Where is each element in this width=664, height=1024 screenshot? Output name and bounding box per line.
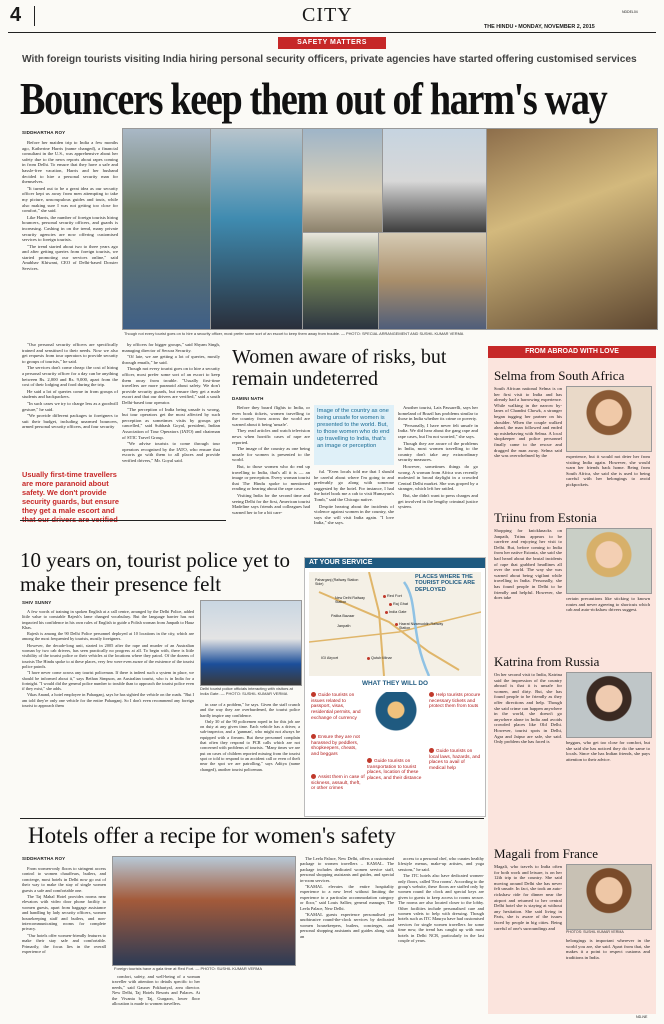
- police-top-rule: [20, 520, 226, 521]
- lead-photo-couple: [382, 128, 488, 234]
- police-paragraph: in case of a problem," he says. Given the staff crunch and the way they are overburdened, the tourist police hardly inspire any confidence.: [200, 702, 300, 718]
- hotels-column-3: [398, 856, 484, 1014]
- hotels-photo-red-fort: [112, 856, 296, 966]
- help-illustration: [367, 692, 425, 752]
- map-place-label: Red Fort: [387, 594, 402, 598]
- kicker-label: SAFETY MATTERS: [278, 37, 386, 49]
- masthead-divider: [34, 6, 35, 26]
- women-paragraph: "Personally, I have never felt unsafe in India. We did hear about the gang rape and rape cases, but I'm not worried," she says.: [398, 422, 478, 439]
- help-item-text: Ensure they are not harassed by peddlers, shopkeepers, cheats, and beggars: [311, 734, 360, 758]
- sidebar-story-text: Shopping for knickknacks on Janpath, Triinu appears to be carefree and enjoying her visit to Delhi. But, before coming to India from her native Estonia, she said she had heard about the brutal incidents of rape that grabbed headlines all over the world. The way she was warned about being vigilant while travelling in India. Personally, she has found people in Delhi to be friendly and helpful. However, she does take: [494, 528, 562, 601]
- lead-paragraph: Like Harris, the number of foreign tourists hiring bouncers, personal security officers, and guards is increasing. Cashing in on the trend, many private security agencies are now offering customised services to foreign tourists.: [22, 214, 118, 243]
- lead-paragraph: He said a lot of queries come in from groups of students and backpackers.: [22, 388, 118, 400]
- hotels-paragraph: The ITC hotels also have dedicated women-only floors, called 'Eva rooms'. According to the group's website, these floors are staffed only by women round the clock and special keys are given to guests to keep access to rooms secure. The rooms are also located closer to the lobby. Other facilities include personalised care and women valets to help with dressing. Though hotels such as ITC Maurya have had customised services for single women travellers for some time now, the trend has caught up with most hotels in Delhi NCR, particularly in the last couple of years.: [398, 873, 484, 944]
- hotels-headline: Hotels offer a recipe for women's safety: [28, 823, 396, 848]
- lead-paragraph: "Our personal security officers are specifically trained and sensitised to their needs. Now we also get requests from tour operators to provide security to groups of tourists," he said.: [22, 342, 118, 364]
- map-place-label: IGI Airport: [321, 656, 339, 660]
- lead-column-2: [22, 342, 118, 462]
- lead-photo-family: [302, 232, 380, 330]
- help-item-text: Guide tourists on issues related to passport, visas, residential permits, and exchange of currency: [311, 692, 361, 721]
- women-paragraph: The image of the country as one being unsafe for women is presented to the world.: [232, 446, 310, 463]
- sidebar-story-title: Triinu from Estonia: [494, 510, 597, 525]
- sidebar-story-text: South African national Selma is on her first visit to India and has already had a harrowing experience. While walking in the narrow by-lanes of Chandni Chowk, a stranger began tugging her partner on his shoulder. When the couple walked ahead, the man followed and ended up misbehaving with Selma. A local shopkeeper and police personnel finally came to the rescue and dragged the man away. Selma said she was overwhelmed by the: [494, 386, 562, 459]
- lead-pullquote: Usually first-time travellers are more paranoid about safety. We don't provide security guards, but ensure they get a male escort and that our drivers are verified: [22, 470, 119, 524]
- hotels-paragraph: The Leela Palace, New Delhi, offers a customised package to women travellers – KAMAL. The package includes dedicated women service staff, personal shopping assistants and guides, and special in-room services.: [300, 856, 394, 883]
- women-column-2: [314, 469, 394, 555]
- help-item: [429, 692, 481, 710]
- police-paragraph: Rajesh is among the 90 Delhi Police personnel deployed at 10 locations in the city, which are among the most frequented by tourists, mostly foreigners.: [22, 631, 194, 642]
- sidebar-story-text: beggars, who get too close for comfort, but she said she has noticed they do the same to locals. Since she has Indian friends, she pays attention to their advice.: [566, 740, 650, 762]
- bullet-icon: [311, 692, 316, 697]
- lead-headline: Bouncers keep them out of harm's way: [20, 73, 607, 124]
- bullet-icon: [311, 774, 316, 779]
- hotels-column-1: [22, 866, 106, 1014]
- police-headline: 10 years on, tourist police yet to make their presence felt: [20, 548, 291, 596]
- police-photo-india-gate: [200, 600, 302, 686]
- map-box-title: AT YOUR SERVICE: [305, 558, 485, 568]
- map-place-label: Hazrat Nizamuddin Railway Station: [399, 622, 444, 630]
- women-paragraph: Though they are aware of the problems in India, most women travelling to the country don't take any extraordinary security measures.: [398, 440, 478, 463]
- women-byline: DAMINI NATH: [232, 396, 264, 401]
- hotels-paragraph: "KAMAL elevates the entire hospitality experience to a new level without limiting the experience to a particular accommodation category or floor," said Louis Sallier, general manager, The Leela Palace, New Delhi.: [300, 884, 394, 911]
- map-pin-icon: [395, 623, 398, 626]
- women-paragraph: Another tourist, Lais Passarelli, says her homeland of Brazil has problems similar to those in India whether its crime or poverty.: [398, 405, 478, 422]
- sidebar-story-text: experience, but it would not deter her from visiting India again. However, she would warn her friends back home. Being from South Africa, she said she is used to being careful with her belongings to avoid pickpockets.: [566, 454, 650, 487]
- women-column-1: [232, 405, 310, 555]
- map-place-label: Janpath: [337, 624, 351, 628]
- police-paragraph: Only 30 of the 90 policemen roped in for this job are on duty at any given time. Each vehicle has a driver, a sub-inspector, and a 'gunman', who might not always be equipped with a firearm. But these personnel complain that often they respond to PCR calls which are not concerned with problems of tourists. "Many times we are put on cases of children reported missing from the tourist spot or told to respond to an accident call or even of theft near the spot we are patrolling," says Aditya (name changed), another tourist policeman.: [200, 718, 300, 772]
- police-paragraph: "I have never come across any tourist policeman. If there is indeed such a system in place, we should be informed about it," says Bethan Simpson, an Australian tourist, who is in India for a fortnight. "I would did the general police number to trouble than to approach the tourist police even if they exist," she adds.: [22, 670, 194, 692]
- map-place-label: Raj Ghat: [393, 602, 408, 606]
- hotels-byline: SIDDHARTHA ROY: [22, 856, 66, 861]
- map-place-label: New Delhi Railway Station: [335, 596, 365, 604]
- help-item: [367, 758, 425, 782]
- lead-column-3: [122, 342, 220, 512]
- hotels-paragraph: access to a personal chef, who curates healthy lifestyle menus, make-up artistes, and yoga sessions," he said.: [398, 856, 484, 872]
- hotels-paragraph: comfort, safety, and well-being of a woman traveller with attention to details specific to her needs," said Gaurav Pokhariyal, area director. New Delhi, Taj Hotels Resorts and Palaces. At the Vivanta by Taj, Gurgaon, lower floor allocation is made to women travellers.: [112, 974, 200, 1007]
- women-paragraph: But, she didn't want to press charges and get involved in the lengthy criminal justice system.: [398, 492, 478, 510]
- help-item: [311, 734, 365, 758]
- map-pin-icon: [389, 603, 392, 606]
- sidebar-story-title: Magali from France: [494, 846, 598, 861]
- page-number: 4: [10, 4, 22, 26]
- police-paragraph: However, the decade-long unit, started in 2005 after the rape and murder of an Australian woman by two cab drivers, has seen practically no progress at all. To begin with, there is little visibility of the tourist police or their vehicles at the locations where they patrol. Of the dozens of tourists The Hindu spoke to at these places, very few were even aware of the existence of the tourist police patrols.: [22, 642, 194, 669]
- map-place-label: Paharganj (Railway Station Side): [315, 578, 359, 586]
- sidebar-story-text: belongings is important wherever in the world you are, she said. Apart from that, she makes it a point to respect customs and traditions in India.: [566, 938, 650, 960]
- footer-code: ND-NE: [636, 1015, 648, 1019]
- lead-paragraph: "We advise tourists to come through tour operators recognised by the IATO, who ensure that escorts go with them to all places and provide verified drivers," Mr. Goyal said.: [122, 441, 220, 463]
- sidebar-story-title: Selma from South Africa: [494, 368, 625, 383]
- publication-dateline: THE HINDU • MONDAY, NOVEMBER 2, 2015: [484, 24, 595, 30]
- women-paragraph: ful. "Even locals told me that I should be careful about where I'm going to and preferably go along with someone suggested by the hotel. For instance, I had the hotel book me a cab to visit Humayun's Tomb," said the Chicago native.: [314, 469, 394, 502]
- women-pullquote: Image of the country as one being unsafe for women is presented to the world. But, to those women who do end up travelling to India, that's an image or perception: [314, 405, 394, 465]
- women-paragraph: Before they board flights to India, or even book tickets, women travelling to the country from across the world are warned about it being 'unsafe'.: [232, 405, 310, 427]
- help-item-text: Help tourists procure necessary tickets and protect them from touts: [429, 692, 481, 710]
- lead-paragraph: "The perception of India being unsafe is wrong, but tour operators get the most affected by such perception as sometimes visits by groups get cancelled," said Subhash Goyal, president, Indian Association of Tour Operators (IATO) and chairman of STIC Travel Group.: [122, 406, 220, 440]
- map-place-label: India Gate: [389, 610, 407, 614]
- sidebar-story-title: Katrina from Russia: [494, 654, 600, 669]
- lead-photo-crowd: [378, 232, 488, 330]
- strap-line: With foreign tourists visiting India hiring personal security officers, private agencies have started offering customised services: [22, 54, 637, 65]
- masthead-rule: [8, 32, 656, 33]
- lead-photo-caption: Though not every tourist goes on to hire a security officer, most prefer some sort of an escort to keep them away from trouble. — PHOTO: SPECIAL ARRANGEMENT AND SUSHIL KUMAR VERMA: [124, 331, 464, 336]
- help-item: [311, 692, 365, 722]
- women-paragraph: But, to those women who do end up travelling to India, that's all it is — an image or perception. Every woman tourist that The Hindu spoke to mentioned reading or hearing about the rape cases.: [232, 463, 310, 492]
- section-name: CITY: [302, 4, 353, 26]
- bullet-icon: [429, 748, 434, 753]
- women-headline: Women aware of risks, but remain undeterred: [232, 346, 447, 390]
- sidebar-photo-magali: [566, 864, 652, 930]
- lead-paragraph: Before her maiden trip to India a few months ago, Katherine Harris (name changed), a financial consultant in the U.S., was apprehensive about her safety due to the news reports about rapes coming in from Delhi. To ensure that they have a safe and hassle-free vacation, Harris and her husband decided to hire a personal security man for themselves.: [22, 140, 118, 185]
- lead-photo-tourists-bridge: [122, 128, 212, 330]
- map-place-label: Palika Bazaar: [331, 614, 355, 618]
- lead-paragraph: Though not every tourist goes on to hire a security officer, most prefer some sort of an escort to keep them away from trouble. "Usually first-time travellers are more paranoid about safety. We don't provide security guards, but ensure they get a male escort and that our drivers are verified," said a south Delhi-based tour operator.: [122, 366, 220, 405]
- map-area: [309, 572, 481, 676]
- hotels-paragraph: From women-only floors to stringent access control to women chauffeurs, butlers, and concierge, most hotels in Delhi now go out of their way to make the stay of single women guests a safe and comfortable one.: [22, 866, 106, 893]
- lead-photo-group-tajmahal: [210, 128, 304, 330]
- sidebar-story-text: On her second visit to India, Katrina said the impression of the country abroad is that it is unsafe for women, and dirty. But, she has found people to be friendly as they offer directions and help. Though she said crime can happen anywhere in the world, she doesn't go anywhere alone in India and avoids crowded places like Old Delhi. However, tourist spots in Delhi, Agra and Jaipur are safe, she said. Only problem she has faced is: [494, 672, 562, 745]
- help-item: [311, 774, 365, 792]
- bullet-icon: [429, 692, 434, 697]
- edition-tag: NDDEL04: [622, 10, 638, 14]
- lead-paragraph: "Of late, we are getting a lot of queries, mostly through emails," he said.: [122, 354, 220, 365]
- help-item-text: Guide tourists on local laws, hazards, and places to avail of medical help: [429, 748, 481, 772]
- police-photo-caption: Delhi tourist police officials interacting with visitors at India Gate. — PHOTO: SUSHIL KUMAR VERMA: [200, 686, 293, 696]
- map-subtitle: PLACES WHERE THE TOURIST POLICE ARE DEPLOYED: [415, 574, 475, 593]
- women-paragraph: Visiting India for the second time and seeing Delhi for the first, American tourist Madeline says friends and colleagues had warned her to be a bit care-: [232, 492, 310, 515]
- hotels-paragraph: "KAMAL guests experience personalised yet unobtrusive round-the-clock services by dedicated women housekeepers, butlers, concierges, and personal shopping assistants and guides along with an: [300, 912, 394, 939]
- women-paragraph: However, sometimes things do go wrong. A woman from Africa was recently molested in broad daylight in a crowded Central Delhi market. She was groped by a stranger, which left her rattled.: [398, 463, 478, 492]
- hotels-paragraph: "Our hotels offer women-friendly features to make their stay safe and comfortable. Primarily, the focus lies in the overall experience of: [22, 932, 106, 955]
- lead-paragraph: "The trend started about two to three years ago and after getting queries from foreign tourists, we started promoting our services online," said Anubhav Khiwani, CEO of Delhi-based Dossier Services.: [22, 243, 118, 272]
- bullet-icon: [367, 758, 372, 763]
- sidebar-story-text: certain precautions like sticking to known routes and never agreeing to shortcuts which cab and auto-rickshaw drivers suggest.: [566, 596, 650, 613]
- police-paragraph: Vikas Anand, a hotel employee in Paharganj, says he has sighted the vehicle on the roads. "But I am told they're only one vehicle for the entire Paharganj. So I don't even recommend any foreign tourist to approach them: [22, 692, 194, 709]
- sidebar-photo-katrina: [566, 672, 652, 738]
- women-paragraph: Despite hearing about the incidents of violence against women in the country, she says she will visit India again. "I love India," she says.: [314, 503, 394, 526]
- police-column-1: [22, 609, 194, 809]
- help-item-text: Guide tourists on transportation to tourist places, location of these places, and their distance: [367, 758, 422, 782]
- sidebar-photo-selma: [566, 386, 652, 452]
- lead-paragraph: The services don't come cheap: the cost of hiring a personal security officer for a day can be anything between Rs. 2,000 and Rs. 9,000, apart from the cost of their lodging and food during the trip.: [22, 365, 118, 388]
- sidebar-photo-triinu: [566, 528, 652, 594]
- women-paragraph: They read articles and watch television news when horrific cases of rape are reported.: [232, 428, 310, 445]
- hotels-photo-caption: Foreign tourists have a gala time at Red Fort. — PHOTO: SUSHIL KUMAR VERMA: [114, 966, 263, 971]
- bullet-icon: [311, 734, 316, 739]
- lead-paragraph: "It turned out to be a great idea as our security officer kept us away from men attempting to take my picture, unscrupulous guides and touts, while also making sure I was not getting too close for comfort," she said.: [22, 185, 118, 214]
- women-column-3: [398, 405, 478, 555]
- police-byline: SHIV SUNNY: [22, 600, 52, 605]
- lead-paragraph: "We provide different packages to foreigners to suit their budget, including unarmed bouncers, armed personal security officers, and four security: [22, 413, 118, 430]
- hotels-column-1b: [112, 974, 200, 1014]
- lead-photo-market: [486, 128, 658, 330]
- lead-photo-monument: [302, 128, 384, 234]
- police-column-2: [200, 702, 300, 810]
- lead-byline: SIDDHARTHA ROY: [22, 130, 66, 135]
- map-pin-icon: [383, 595, 386, 598]
- police-paragraph: A few words of training in spoken English at a call centre, arranged by the Delhi Police, added little value to constable Rajesh's lame changed vocabulary. But the language barrier has not impacted his confidence in his own rules of English to guide a Polish woman from Janpath to Hauz Khas.: [22, 609, 194, 630]
- hotels-column-2: [300, 856, 394, 1014]
- map-pin-icon: [367, 657, 370, 660]
- help-item: [429, 748, 481, 772]
- help-item-text: Assist them in case of sickness, assault, theft, or other crimes: [311, 774, 365, 792]
- sidebar-header: FROM ABROAD WITH LOVE: [488, 346, 656, 358]
- sidebar-story-text: Magali, who travels to India often for both work and leisure, is on her 12th trip to the country. She said moving around Delhi she has never felt unsafe. In fact, she took an auto-rickshaw ride for dinner near the airport and returned to her central Delhi hotel she is staying at without any hesitation. She said living in Paris, she is aware of the issues faced by people in big cities. Being careful of one's surroundings and: [494, 864, 562, 931]
- map-place-label: Qutub Minar: [371, 656, 392, 660]
- hotels-paragraph: The Taj Mahal Hotel provides rooms near elevators with video door phone facility to women guests, apart from baggage assistance and handling by lady security officers, women housekeeping staff and butlers, and non-intercommunicating rooms for complete privacy.: [22, 894, 106, 932]
- map-box: [304, 557, 486, 817]
- lead-column-1: [22, 140, 118, 336]
- hotels-top-rule: [20, 818, 484, 819]
- help-title: WHAT THEY WILL DO: [361, 680, 429, 687]
- lead-paragraph: by officers for bigger groups," said Shyam Singh, managing director of Secura Security.: [122, 342, 220, 353]
- map-pin-icon: [385, 611, 388, 614]
- lead-paragraph: "In such cases we try to charge less as a goodwill gesture," he said.: [22, 400, 118, 412]
- sidebar-photo-credit: PHOTOS: SUSHIL KUMAR VERMA: [566, 930, 624, 934]
